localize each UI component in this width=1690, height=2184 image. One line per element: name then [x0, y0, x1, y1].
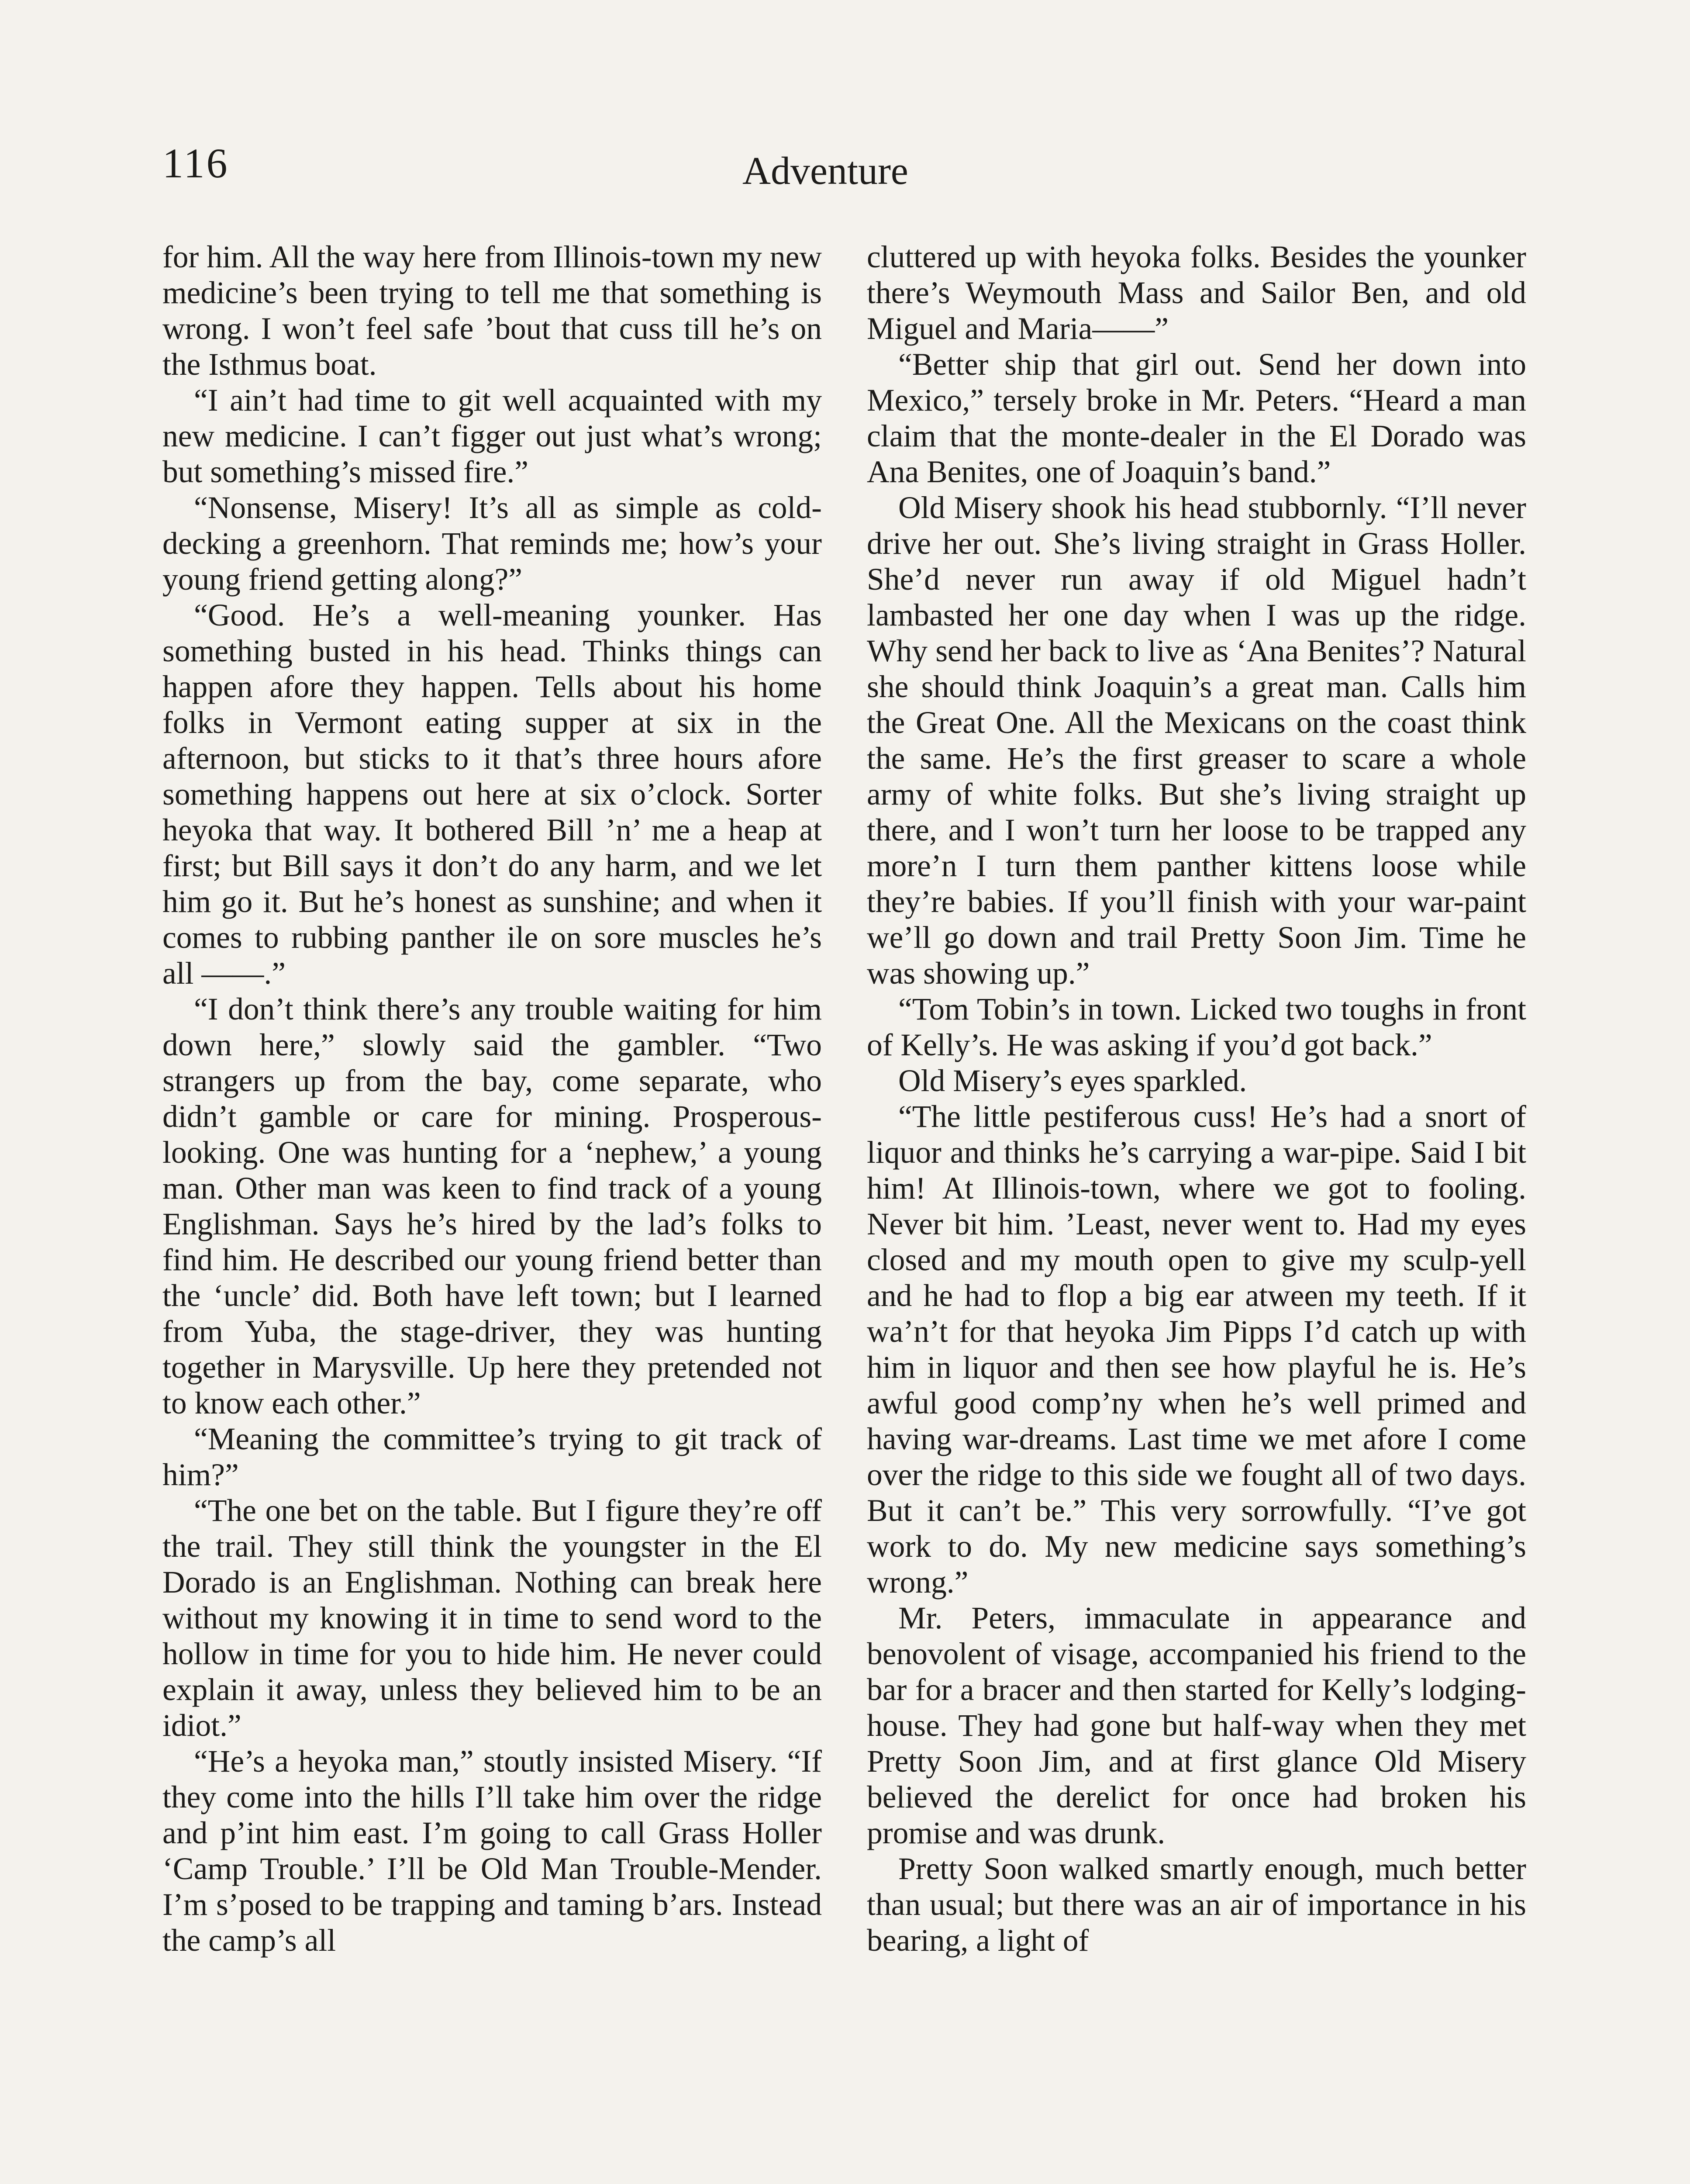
- paragraph: “I don’t think there’s any trouble waiting for him down here,” slowly said the gambler. “Two strangers up from the bay, come separate, who didn’t gamble or care for mining. Prosperous-looking. One was hunting for a ‘nephew,’ a young man. Other man was keen to find track of a young Englishman. Says he’s hired by the lad’s folks to find him. He described our young friend better than the ‘uncle’ did. Both have left town; but I learned from Yuba, the stage-driver, they was hunting together in Marysville. Up here they pretended not to know each other.”: [162, 992, 822, 1420]
- paragraph: Pretty Soon walked smartly enough, much better than usual; but there was an air of importance in his bearing, a light of: [867, 1852, 1526, 1958]
- running-head: Adventure: [742, 149, 908, 193]
- paragraph: Old Misery shook his head stubbornly. “I’ll never drive her out. She’s living straight in Grass Holler. She’d never run away if old Miguel hadn’t lambasted her one day when I was up the ridge. Why send her back to live as ‘Ana Benites’? Natural she should think Joaquin’s a great man. Calls him the Great One. All the Mexicans on the coast think the same. He’s the first greaser to scare a whole army of white folks. But she’s living straight up there, and I won’t turn her loose to be trapped any more’n I turn them panther kittens loose while they’re babies. If you’ll finish with your war-paint we’ll go down and trail Pretty Soon Jim. Time he was showing up.”: [867, 491, 1526, 991]
- paragraph: “The little pestiferous cuss! He’s had a snort of liquor and thinks he’s carrying a war-pipe. Said I bit him! At Illinois-town, where we got to fooling. Never bit him. ’Least, never went to. Had my eyes closed and my mouth open to give my sculp-yell and he had to flop a big ear atween my teeth. If it wa’n’t for that heyoka Jim Pipps I’d catch up with him in liquor and then see how playful he is. He’s awful good comp’ny when he’s well primed and having war-dreams. Last time we met afore I come over the ridge to this side we fought all of two days. But it can’t be.” This very sorrowfully. “I’ve got work to do. My new medicine says something’s wrong.”: [867, 1099, 1526, 1600]
- paragraph: for him. All the way here from Illinois-town my new medicine’s been trying to tell me that something is wrong. I won’t feel safe ’bout that cuss till he’s on the Isthmus boat.: [162, 240, 822, 382]
- paragraph: Old Misery’s eyes sparkled.: [898, 1064, 1247, 1098]
- paragraph: “Tom Tobin’s in town. Licked two toughs in front of Kelly’s. He was asking if you’d got back.”: [867, 992, 1526, 1062]
- paragraph: “Nonsense, Misery! It’s all as simple as cold-decking a greenhorn. That reminds me; how’s your young friend getting along?”: [162, 491, 822, 597]
- right-column: [867, 239, 1526, 1959]
- paragraph: “Good. He’s a well-meaning younker. Has something busted in his head. Thinks things can happen afore they happen. Tells about his home folks in Vermont eating supper at six in the afternoon, but sticks to it that’s three hours afore something happens out here at six o’clock. Sorter heyoka that way. It bothered Bill ’n’ me a heap at first; but Bill says it don’t do any harm, and we let him go it. But he’s honest as sunshine; and when it comes to rubbing panther ile on sore muscles he’s all ——.”: [162, 598, 822, 991]
- left-column: [162, 239, 822, 1959]
- paragraph: “He’s a heyoka man,” stoutly insisted Misery. “If they come into the hills I’ll take him over the ridge and p’int him east. I’m going to call Grass Holler ‘Camp Trouble.’ I’ll be Old Man Trouble-Mender. I’m s’posed to be trapping and taming b’ars. Instead the camp’s all: [162, 1744, 822, 1958]
- page-number: 116: [162, 140, 229, 187]
- paragraph: “Better ship that girl out. Send her down into Mexico,” tersely broke in Mr. Peters. “Heard a man claim that the monte-dealer in the El Dorado was Ana Benites, one of Joaquin’s band.”: [867, 347, 1526, 489]
- paragraph: Mr. Peters, immaculate in appearance and benovolent of visage, accompanied his friend to the bar for a bracer and then started for Kelly’s lodging-house. They had gone but half-way when they met Pretty Soon Jim, and at first glance Old Misery believed the derelict for once had broken his promise and was drunk.: [867, 1601, 1526, 1850]
- paragraph: cluttered up with heyoka folks. Besides the younker there’s Weymouth Mass and Sailor Ben, and old Miguel and Maria——”: [867, 240, 1526, 346]
- paragraph: “Meaning the committee’s trying to git track of him?”: [162, 1422, 822, 1492]
- paragraph: “The one bet on the table. But I figure they’re off the trail. They still think the youngster in the El Dorado is an Englishman. Nothing can break here without my knowing it in time to send word to the hollow in time for you to hide him. He never could explain it away, unless they believed him to be an idiot.”: [162, 1493, 822, 1743]
- paragraph: “I ain’t had time to git well acquainted with my new medicine. I can’t figger out just what’s wrong; but something’s missed fire.”: [162, 383, 822, 489]
